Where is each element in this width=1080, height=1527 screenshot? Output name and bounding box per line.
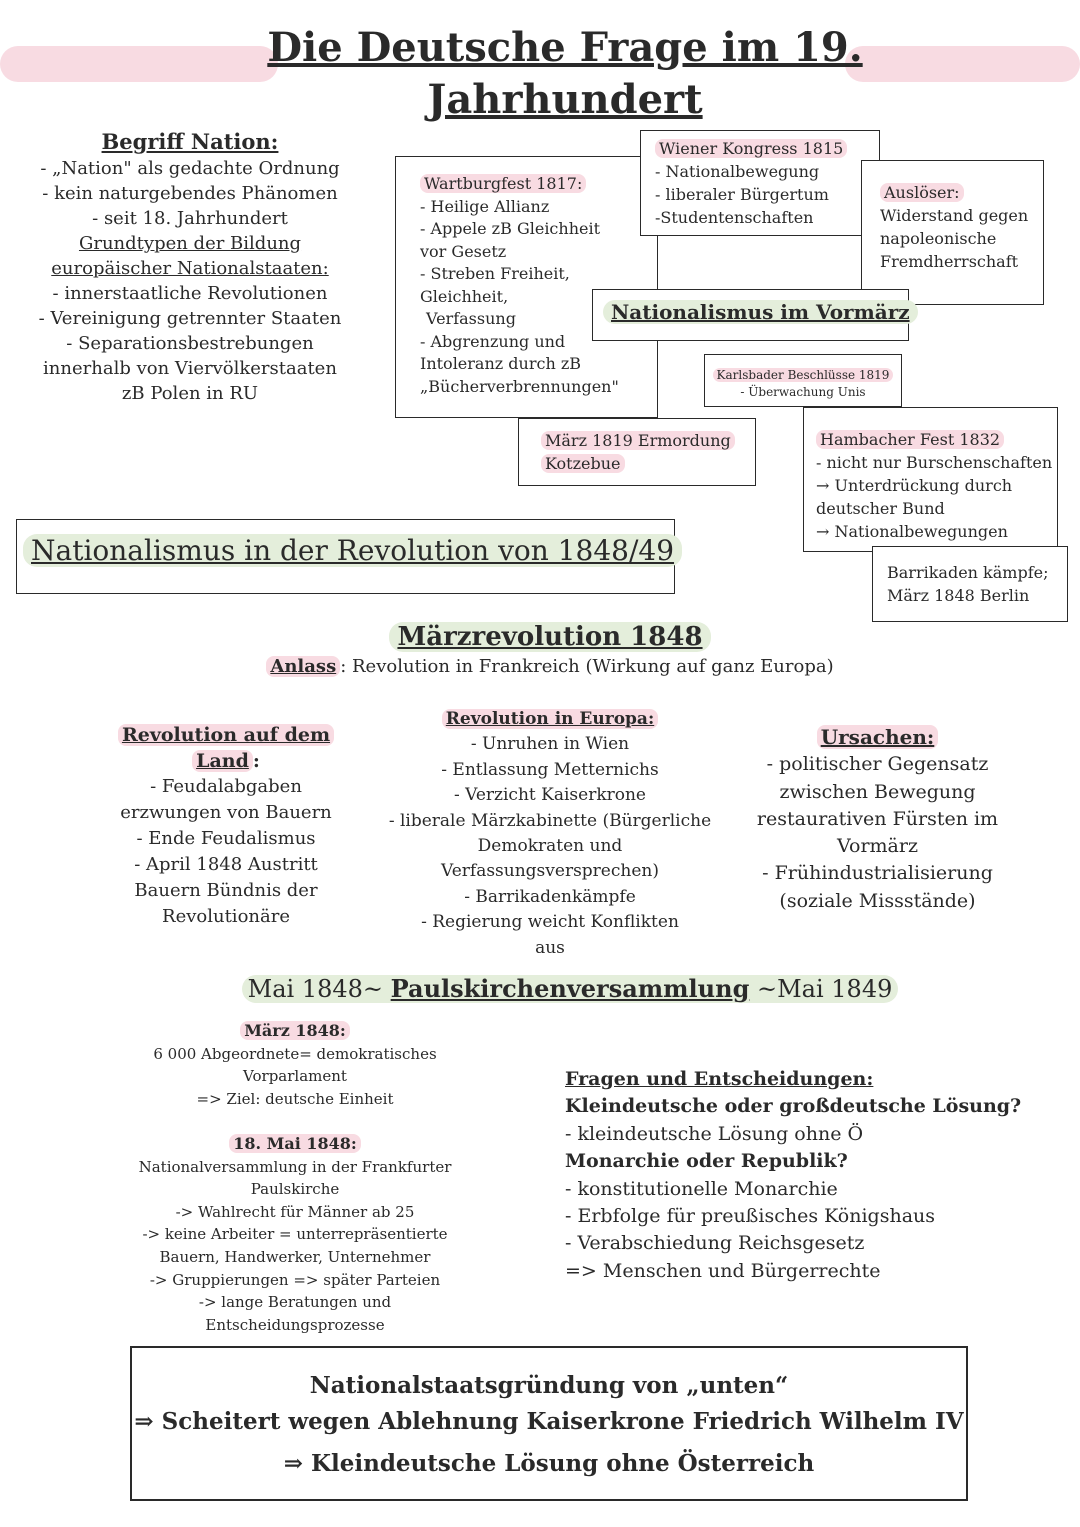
grundtypen-heading: europäischer Nationalstaaten: [51, 258, 329, 279]
mai-1848-line: -> lange Beratungen und [198, 1293, 392, 1312]
maerz-1848-line: Vorparlament [243, 1067, 347, 1085]
fragen-answer: - Verabschiedung Reichsgesetz [565, 1232, 865, 1255]
karlsbad-line: - Überwachung Unis [740, 385, 866, 399]
wartburgfest-heading: Wartburgfest 1817: [420, 174, 586, 193]
hambacher-line: → Unterdrückung durch [816, 476, 1013, 495]
revolution-europa-section [360, 707, 740, 961]
wiener-kongress-line: - liberaler Bürgertum [655, 185, 829, 204]
land-line: - Ende Feudalismus [136, 828, 316, 849]
begriff-line: - kein naturgebendes Phänomen [42, 183, 338, 204]
ursachen-line: restaurativen Fürsten im [756, 807, 999, 830]
wartburgfest-line: - Abgrenzung und [420, 331, 566, 351]
mai-1848-line: Nationalversammlung in der Frankfurter [138, 1157, 452, 1176]
land-line: Bauern Bündnis der [134, 880, 318, 901]
ursachen-line: - politischer Gegensatz [766, 753, 989, 776]
land-line: - April 1848 Austritt [134, 854, 318, 875]
fragen-question: Monarchie oder Republik? [565, 1150, 848, 1173]
wartburgfest-line: - Streben Freiheit, [420, 264, 570, 283]
maerzrevolution-section [180, 620, 920, 680]
hambacher-line: deutscher Bund [816, 499, 945, 518]
ursachen-heading: Ursachen: [817, 725, 939, 749]
land-heading-colon: : [252, 750, 260, 772]
anlass-text: : Revolution in Frankreich (Wirkung auf ganz Europa) [340, 656, 834, 677]
karlsbad-heading: Karlsbader Beschlüsse 1819 [713, 368, 894, 382]
wartburgfest-line: vor Gesetz [420, 241, 507, 261]
fazit-line: Nationalstaatsgründung von „unten“ [309, 1372, 789, 1399]
europa-line: - Unruhen in Wien [470, 734, 630, 755]
grundtypen-line: innerhalb von Viervölkerstaaten [43, 358, 337, 379]
mai-1848-line: -> Wahlrecht für Männer ab 25 [175, 1202, 415, 1221]
karlsbad-box [704, 354, 902, 407]
mai-1848-line: Entscheidungsprozesse [205, 1315, 385, 1334]
grundtypen-line: - Vereinigung getrennter Staaten [38, 308, 342, 329]
grundtypen-heading: Grundtypen der Bildung [78, 233, 302, 254]
mai-1848-line: Bauern, Handwerker, Unternehmer [159, 1247, 431, 1266]
header-deco-left [0, 46, 278, 82]
hambacher-line: → Nationalbewegungen [816, 522, 1008, 541]
europa-line: Verfassungsversprechen) [441, 861, 659, 882]
anlass-label: Anlass [266, 656, 340, 677]
ausloeser-box [861, 160, 1044, 305]
europa-line: - liberale Märzkabinette (Bürgerliche [388, 810, 712, 831]
barrikaden-line: März 1848 Berlin [887, 586, 1030, 605]
vormaerz-box [592, 289, 909, 341]
fragen-answer: - konstitutionelle Monarchie [565, 1177, 838, 1200]
wiener-kongress-heading: Wiener Kongress 1815 [655, 139, 847, 158]
wartburgfest-line: Verfassung [426, 309, 516, 328]
ausloeser-line: Widerstand gegen [880, 206, 1029, 225]
paulskirche-heading [230, 972, 910, 1006]
begriff-nation-section [30, 128, 350, 406]
fragen-answer: - Erbfolge für preußisches Königshaus [565, 1205, 936, 1228]
ursachen-line: Vormärz [837, 835, 918, 858]
wartburgfest-line: Gleichheit, [420, 286, 509, 306]
europa-heading: Revolution in Europa: [442, 709, 658, 729]
wartburgfest-line: - Heilige Allianz [420, 196, 550, 216]
begriff-line: - „Nation" als gedachte Ordnung [40, 158, 340, 179]
mai-1848-line: Paulskirche [250, 1180, 340, 1199]
begriff-heading: Begriff Nation: [101, 129, 279, 154]
wartburgfest-line: Intoleranz durch zB [420, 354, 582, 373]
hambacher-line: - nicht nur Burschenschaften [816, 453, 1053, 472]
land-heading: Revolution auf dem [118, 724, 334, 746]
fazit-line: ⇒ Scheitert wegen Ablehnung Kaiserkrone Friedrich Wilhelm IV [134, 1408, 964, 1435]
europa-line: - Regierung weicht Konflikten [421, 912, 679, 933]
mai-1848-section [110, 1133, 480, 1336]
land-line: erzwungen von Bauern [120, 802, 332, 823]
mai-1848-line: -> Gruppierungen => später Parteien [149, 1270, 441, 1289]
wartburgfest-line: - Appele zB Gleichheit [420, 219, 601, 238]
revolution-land-section [95, 722, 357, 930]
wiener-kongress-line: - Nationalbewegung [655, 162, 820, 181]
hambacher-heading: Hambacher Fest 1832 [816, 430, 1004, 449]
europa-line: - Entlassung Metternichs [441, 759, 659, 780]
barrikaden-box [872, 546, 1068, 622]
grundtypen-line: - Separationsbestrebungen [66, 333, 314, 354]
vormaerz-label: Nationalismus im Vormärz [603, 300, 918, 324]
ausloeser-heading: Auslöser: [880, 183, 964, 202]
europa-line: aus [535, 937, 565, 958]
kotzebue-box [518, 418, 756, 486]
ursachen-line: (soziale Missstände) [779, 889, 976, 912]
page-title-line2: Jahrhundert [427, 76, 703, 123]
fragen-section [565, 1066, 1045, 1285]
europa-line: - Barrikadenkämpfe [464, 886, 636, 907]
wartburgfest-box [395, 156, 658, 418]
wartburgfest-line: „Bücherverbrennungen" [420, 376, 619, 396]
europa-line: - Verzicht Kaiserkrone [453, 785, 646, 806]
europa-line: Demokraten und [477, 836, 623, 857]
maerz-1848-heading: März 1848: [240, 1021, 350, 1040]
page-title [240, 22, 890, 126]
maerz-1848-line: => Ziel: deutsche Einheit [196, 1089, 394, 1108]
kotzebue-heading: März 1819 Ermordung [541, 431, 735, 450]
paulskirche-middle: Paulskirchenversammlung [390, 974, 750, 1003]
mai-1848-heading: 18. Mai 1848: [229, 1134, 361, 1153]
begriff-line: - seit 18. Jahrhundert [92, 208, 288, 229]
land-heading: Land [192, 750, 253, 772]
page-title-line1: Die Deutsche Frage im 19. [267, 24, 863, 71]
fragen-question: Kleindeutsche oder großdeutsche Lösung? [565, 1095, 1022, 1118]
fragen-answer: => Menschen und Bürgerrechte [565, 1259, 881, 1282]
hambacher-fest-box [803, 407, 1058, 552]
revolution-title: Nationalismus in der Revolution von 1848/49 [23, 534, 682, 567]
revolution-title-box [16, 519, 675, 594]
ausloeser-line: napoleonische [880, 229, 997, 248]
ursachen-line: zwischen Bewegung [779, 780, 976, 803]
mai-1848-line: -> keine Arbeiter = unterrepräsentierte [142, 1225, 448, 1244]
wiener-kongress-box [640, 130, 880, 236]
paulskirche-left: Mai 1848~ [247, 975, 391, 1003]
fragen-heading: Fragen und Entscheidungen: [565, 1068, 874, 1090]
wiener-kongress-line: -Studentenschaften [655, 208, 814, 227]
maerz-1848-section [120, 1020, 470, 1110]
ursachen-section [745, 724, 1010, 915]
barrikaden-line: Barrikaden kämpfe; [887, 563, 1049, 582]
grundtypen-line: zB Polen in RU [121, 383, 259, 404]
fragen-answer: - kleindeutsche Lösung ohne Ö [565, 1122, 864, 1145]
land-line: Revolutionäre [162, 906, 290, 927]
ausloeser-line: Fremdherrschaft [880, 252, 1019, 271]
land-line: - Feudalabgaben [150, 776, 302, 797]
paulskirche-right: ~Mai 1849 [749, 975, 893, 1003]
fazit-box [130, 1346, 968, 1501]
maerz-1848-line: 6 000 Abgeordnete= demokratisches [153, 1044, 437, 1063]
maerzrevolution-heading: Märzrevolution 1848 [389, 622, 710, 652]
fazit-line: ⇒ Kleindeutsche Lösung ohne Österreich [283, 1450, 815, 1477]
ursachen-line: - Frühindustrialisierung [762, 862, 993, 885]
grundtypen-line: - innerstaatliche Revolutionen [52, 283, 328, 304]
kotzebue-line: Kotzebue [541, 454, 625, 473]
